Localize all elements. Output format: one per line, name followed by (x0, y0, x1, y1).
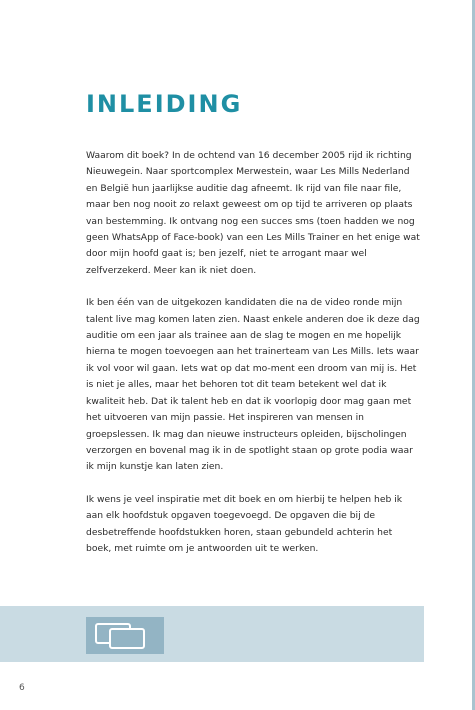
footer-band (0, 606, 424, 662)
chapter-title: INLEIDING (86, 90, 243, 118)
body-text (86, 148, 420, 557)
page-number: 6 (19, 683, 25, 693)
paragraph-1: Waarom dit boek? In de ochtend van 16 december 2005 rijd ik richting Nieuwegein. Naar sportcomplex Merwestein, waar Les Mills Nederland en België hun jaarlijkse auditie dag afneemt. Ik rijd van file naar file, maar ben nog nooit zo relaxt geweest om op tijd te arriveren op plaats van bestemming. Ik ontvang nog een succes sms (toen hadden we nog geen WhatsApp of Face-book) van een Les Mills Trainer en het enige wat door mijn hoofd gaat is; ben jezelf, niet te arrogant maar wel zelfverzekerd. Meer kan ik niet doen. (86, 150, 420, 276)
cards-icon (86, 617, 164, 654)
card-front-shape (109, 628, 145, 649)
paragraph-3: Ik wens je veel inspiratie met dit boek en om hierbij te helpen heb ik aan elk hoofdstuk opgaven toegevoegd. De opgaven die bij de desbetreffende hoofdstukken horen, staan gebundeld achterin het boek, met ruimte om je antwoorden uit te werken. (86, 493, 403, 554)
paragraph-2: Ik ben één van de uitgekozen kandidaten die na de video ronde mijn talent live mag komen laten zien. Naast enkele anderen doe ik deze dag auditie om een jaar als trainee aan de slag te mogen en me hopelijk hierna te mogen toevoegen aan het trainerteam van Les Mills. Iets waar ik vol voor wil gaan. Iets wat op dat mo-ment een droom van mij is. Het is niet je alles, maar het behoren tot dit team betekent wel dat ik kwaliteit heb. Dat ik talent heb en dat ik voorlopig door mag gaan met het uitvoeren van mijn passie. Het inspireren van mensen in groepslessen. Ik mag dan nieuwe instructeurs opleiden, bijscholingen verzorgen en bovenal mag ik in de spotlight staan op grote podia waar ik mijn kunstje kan laten zien. (86, 297, 420, 473)
